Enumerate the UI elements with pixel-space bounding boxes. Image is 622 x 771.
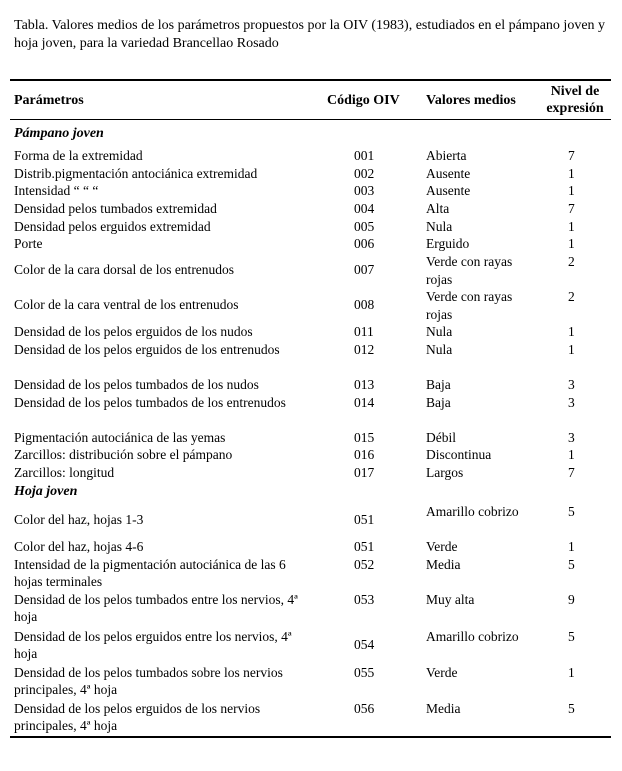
level-cell: 3 [568,395,575,410]
code-cell: 004 [354,201,375,216]
header-parametros: Parámetros [14,93,84,108]
param-cell: Color de la cara dorsal de los entrenudos [14,262,235,277]
code-cell: 002 [354,166,375,181]
param-cell: Intensidad “ “ “ [14,183,99,198]
value-cell: Ausente [426,183,471,198]
param-cell: Densidad de los pelos tumbados sobre los nervios principales, 4ª hoja [14,665,283,697]
value-cell: Verde [426,539,458,554]
value-cell: Amarillo cobrizo [426,629,519,644]
value-cell: Nula [426,219,453,234]
value-cell: Ausente [426,166,471,181]
value-cell: Nula [426,342,453,357]
value-cell: Muy alta [426,592,475,607]
value-cell: Erguido [426,236,470,251]
value-cell: Abierta [426,148,467,163]
level-cell: 3 [568,377,575,392]
header-rule [10,119,611,120]
code-cell: 053 [354,592,375,607]
value-cell: Nula [426,324,453,339]
value-cell: Baja [426,377,451,392]
header-valores-medios: Valores medios [426,93,516,108]
code-cell: 054 [354,637,375,652]
value-cell: Discontinua [426,447,492,462]
param-cell: Color de la cara ventral de los entrenudos [14,297,239,312]
section-title-pampano-joven: Pámpano joven [14,126,104,141]
param-cell: Densidad de los pelos erguidos de los nervios principales, 4ª hoja [14,701,261,733]
code-cell: 006 [354,236,375,251]
level-cell: 5 [568,629,575,644]
code-cell: 014 [354,395,375,410]
level-cell: 7 [568,465,575,480]
param-cell: Zarcillos: distribución sobre el pámpano [14,447,233,462]
code-cell: 013 [354,377,375,392]
value-cell: Verde [426,665,458,680]
bottom-rule [10,736,611,738]
level-cell: 5 [568,701,575,716]
level-cell: 1 [568,447,575,462]
code-cell: 016 [354,447,375,462]
value-cell: Alta [426,201,450,216]
table-caption: Tabla. Valores medios de los parámetros propuestos por la OIV (1983), estudiados en el pámpano joven y hoja joven, para la variedad Brancellao Rosado [14,18,606,51]
param-cell: Porte [14,236,43,251]
code-cell: 012 [354,342,375,357]
code-cell: 055 [354,665,375,680]
param-cell: Densidad de los pelos tumbados de los nudos [14,377,259,392]
param-cell: Densidad de los pelos erguidos entre los nervios, 4ª hoja [14,629,292,661]
param-cell: Densidad de los pelos erguidos de los entrenudos [14,342,280,357]
param-cell: Densidad de los pelos tumbados entre los nervios, 4ª hoja [14,592,298,624]
code-cell: 051 [354,539,375,554]
level-cell: 1 [568,324,575,339]
param-cell: Densidad de los pelos erguidos de los nudos [14,324,253,339]
level-cell: 2 [568,254,575,269]
code-cell: 015 [354,430,375,445]
param-cell: Distrib.pigmentación antociánica extremidad [14,166,258,181]
value-cell: Media [426,557,461,572]
value-cell: Media [426,701,461,716]
level-cell: 1 [568,183,575,198]
level-cell: 3 [568,430,575,445]
code-cell: 001 [354,148,375,163]
level-cell: 7 [568,148,575,163]
value-cell: Amarillo cobrizo [426,504,519,519]
value-cell: Verde con rayas rojas [426,254,513,287]
level-cell: 1 [568,219,575,234]
level-cell: 2 [568,289,575,304]
header-codigo-oiv: Código OIV [327,93,400,108]
level-cell: 1 [568,166,575,181]
top-rule [10,79,611,81]
value-cell: Débil [426,430,456,445]
param-cell: Pigmentación autociánica de las yemas [14,430,226,445]
code-cell: 003 [354,183,375,198]
param-cell: Intensidad de la pigmentación autociánica de las 6 hojas terminales [14,557,286,589]
param-cell: Color del haz, hojas 4-6 [14,539,144,554]
code-cell: 008 [354,297,375,312]
level-cell: 5 [568,504,575,519]
param-cell: Zarcillos: longitud [14,465,115,480]
level-cell: 1 [568,665,575,680]
level-cell: 5 [568,557,575,572]
param-cell: Densidad de los pelos tumbados de los entrenudos [14,395,286,410]
param-cell: Densidad pelos erguidos extremidad [14,219,211,234]
level-cell: 9 [568,592,575,607]
value-cell: Verde con rayas rojas [426,289,513,322]
section-title-hoja-joven: Hoja joven [14,484,78,499]
level-cell: 1 [568,539,575,554]
value-cell: Baja [426,395,451,410]
code-cell: 011 [354,324,374,339]
code-cell: 052 [354,557,375,572]
level-cell: 7 [568,201,575,216]
code-cell: 005 [354,219,375,234]
level-cell: 1 [568,236,575,251]
header-nivel-expresion: Nivel de expresión [546,84,604,116]
level-cell: 1 [568,342,575,357]
value-cell: Largos [426,465,464,480]
code-cell: 007 [354,262,375,277]
code-cell: 056 [354,701,375,716]
code-cell: 051 [354,512,375,527]
param-cell: Densidad pelos tumbados extremidad [14,201,217,216]
param-cell: Forma de la extremidad [14,148,143,163]
param-cell: Color del haz, hojas 1-3 [14,512,144,527]
code-cell: 017 [354,465,375,480]
